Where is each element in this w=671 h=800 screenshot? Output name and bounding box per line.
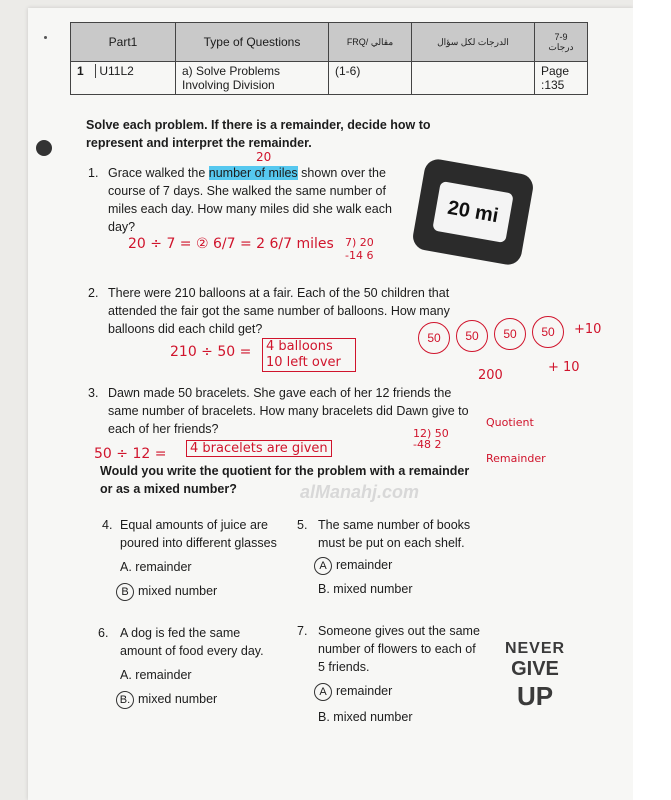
q1-text bbox=[108, 164, 403, 236]
pedometer-device bbox=[411, 157, 535, 267]
row-num: 1 bbox=[77, 64, 96, 78]
q1-number: 1. bbox=[88, 166, 99, 180]
q4-option-a: A. remainder bbox=[120, 560, 192, 574]
q3-answer: 4 bracelets are given bbox=[186, 440, 332, 457]
device-display: 20 mi bbox=[432, 181, 514, 243]
q7-number: 7. bbox=[297, 624, 308, 638]
col-total: 7-9 درجات bbox=[535, 23, 588, 62]
col-type: Type of Questions bbox=[176, 23, 329, 62]
watermark: alManahj.com bbox=[300, 482, 420, 502]
q7-option-a-text: remainder bbox=[336, 684, 393, 698]
balloon-1: 50 bbox=[418, 322, 450, 354]
q1-highlight: number of miles bbox=[208, 166, 298, 180]
q2-answer-line2: 10 left over bbox=[266, 355, 341, 370]
q2-number: 2. bbox=[88, 286, 99, 300]
q3-quotient-label: Quotient bbox=[486, 416, 534, 429]
q1-division: 7) 20 -14 6 bbox=[345, 236, 374, 262]
q1-work: 20 ÷ 7 = ② 6/7 = 2 6/7 miles bbox=[128, 236, 334, 252]
balloon-4: 50 bbox=[532, 316, 564, 348]
slogan-give: GIVE bbox=[511, 658, 559, 680]
q7-option-a bbox=[314, 682, 392, 701]
q7-text: Someone gives out the same number of flowers to each of 5 friends. bbox=[318, 624, 480, 674]
q5-number: 5. bbox=[297, 518, 308, 532]
header-row bbox=[71, 23, 588, 62]
q4-text: Equal amounts of juice are poured into different glasses bbox=[120, 518, 277, 550]
q1-text-after: shown over the course of 7 days. She walked the same number of miles each day. How many miles did she walk each day? bbox=[108, 166, 392, 234]
instructions: Solve each problem. If there is a remainder, decide how to represent and interpret the remainder. bbox=[86, 118, 431, 150]
q4-number: 4. bbox=[102, 518, 113, 532]
q4-option-b bbox=[116, 582, 217, 601]
q3-number: 3. bbox=[88, 386, 99, 400]
slogan-never: NEVER bbox=[504, 640, 566, 657]
q3-division: 12) 50 -48 2 bbox=[413, 427, 449, 451]
right-margin bbox=[633, 0, 671, 800]
row-code: U11L2 bbox=[99, 64, 134, 78]
q6-option-b bbox=[116, 690, 217, 709]
q7-option-b: B. mixed number bbox=[318, 710, 413, 724]
q2-answer-line1: 4 balloons bbox=[266, 339, 333, 354]
q4-selected-circle: B bbox=[116, 583, 134, 601]
content-row bbox=[71, 62, 588, 95]
q1-note: 20 bbox=[256, 150, 272, 164]
q5-text: The same number of books must be put on each shelf. bbox=[318, 518, 471, 550]
q6-number: 6. bbox=[98, 626, 109, 640]
q3-text: Dawn made 50 bracelets. She gave each of her 12 friends the same number of bracelets. How many bracelets did Dawn give to each of her friends? bbox=[108, 386, 469, 436]
q2-answer-box bbox=[262, 338, 356, 372]
q6-option-b-text: mixed number bbox=[138, 692, 218, 706]
header-table bbox=[70, 22, 588, 95]
q2-plus10: +10 bbox=[574, 322, 602, 337]
speck bbox=[44, 36, 47, 39]
q2-sum200: 200 bbox=[478, 368, 503, 383]
row-range: (1-6) bbox=[329, 62, 412, 95]
slogan-up: UP bbox=[516, 681, 554, 711]
q2-work: 210 ÷ 50 = bbox=[170, 344, 252, 360]
q2-text: There were 210 balloons at a fair. Each of the 50 children that attended the fair got the same number of balloons. How many balloons did each child get? bbox=[108, 286, 450, 336]
q4-option-b-text: mixed number bbox=[138, 584, 218, 598]
balloon-3: 50 bbox=[494, 318, 526, 350]
q3-remainder-label: Remainder bbox=[486, 452, 546, 465]
q5-option-a-text: remainder bbox=[336, 558, 393, 572]
q5-option-b: B. mixed number bbox=[318, 582, 413, 596]
q5-selected-circle: A bbox=[314, 557, 332, 575]
mixed-question: Would you write the quotient for the problem with a remainder or as a mixed number? bbox=[100, 464, 470, 496]
q6-option-a: A. remainder bbox=[120, 668, 192, 682]
never-give-up-logo bbox=[500, 640, 570, 712]
col-part: Part1 bbox=[71, 23, 176, 62]
q1-text-before: Grace walked the bbox=[108, 166, 209, 180]
row-page: Page :135 bbox=[535, 62, 588, 95]
q7-selected-circle: A bbox=[314, 683, 332, 701]
row-desc: a) Solve Problems Involving Division bbox=[176, 62, 329, 95]
balloon-2: 50 bbox=[456, 320, 488, 352]
q6-text: A dog is fed the same amount of food every day. bbox=[120, 626, 264, 658]
q3-work: 50 ÷ 12 = bbox=[94, 446, 167, 462]
q2-plus10b: + 10 bbox=[548, 360, 580, 375]
punch-hole bbox=[36, 140, 52, 156]
col-frq: FRQ/ مقالي bbox=[329, 23, 412, 62]
q5-option-a bbox=[314, 556, 392, 575]
col-grades: الدرجات لكل سؤال bbox=[412, 23, 535, 62]
q6-selected-circle: B. bbox=[116, 691, 134, 709]
